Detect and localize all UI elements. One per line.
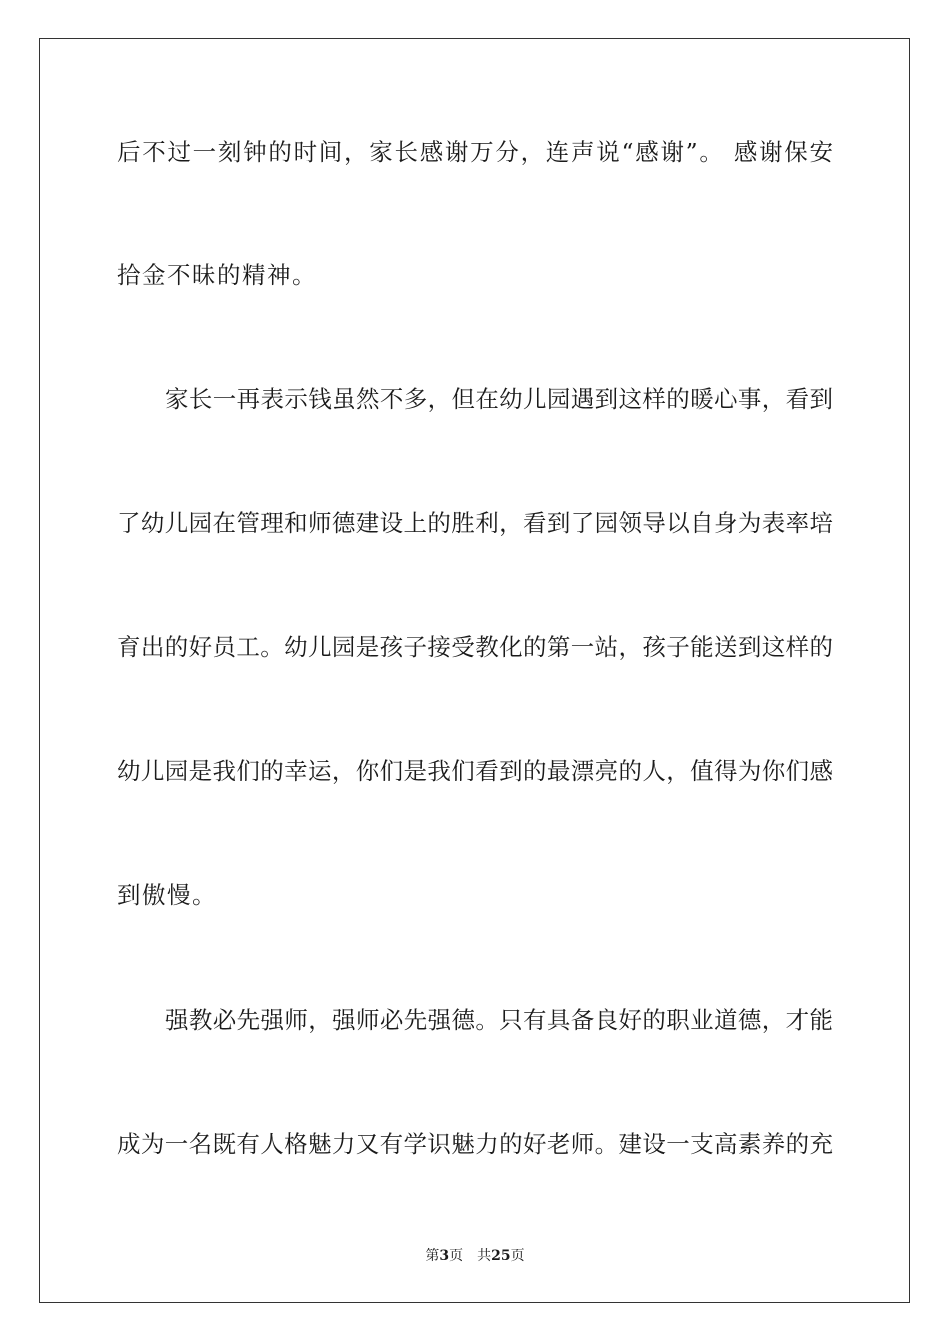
footer-total-suffix: 页 xyxy=(510,1248,525,1264)
body-text-line-6: 幼儿园是我们的幸运，你们是我们看到的最漂亮的人，值得为你们感 xyxy=(117,757,833,785)
footer-total-pages: 25 xyxy=(491,1248,511,1264)
body-text-line-5: 育出的好员工。幼儿园是孩子接受教化的第一站，孩子能送到这样的 xyxy=(117,633,833,661)
page-border xyxy=(39,38,910,1303)
body-text-line-1: 后不过一刻钟的时间，家长感谢万分，连声说“感谢”。 感谢保安 xyxy=(117,138,833,166)
footer-page-prefix: 第 xyxy=(425,1248,440,1264)
footer-page-number: 3 xyxy=(439,1248,450,1264)
body-text-line-4: 了幼儿园在管理和师德建设上的胜利，看到了园领导以自身为表率培 xyxy=(117,509,833,537)
footer-total-prefix: 共 xyxy=(477,1248,492,1264)
body-text-line-9: 成为一名既有人格魅力又有学识魅力的好老师。建设一支高素养的充 xyxy=(117,1130,833,1158)
page-footer xyxy=(0,1245,950,1265)
body-text-line-2: 拾金不昧的精神。 xyxy=(117,261,317,289)
footer-page-suffix: 页 xyxy=(449,1248,464,1264)
body-text-line-7: 到傲慢。 xyxy=(117,881,217,909)
body-text-line-8: 强教必先强师，强师必先强德。只有具备良好的职业道德，才能 xyxy=(165,1006,833,1034)
body-text-line-3: 家长一再表示钱虽然不多，但在幼儿园遇到这样的暖心事，看到 xyxy=(165,385,833,413)
